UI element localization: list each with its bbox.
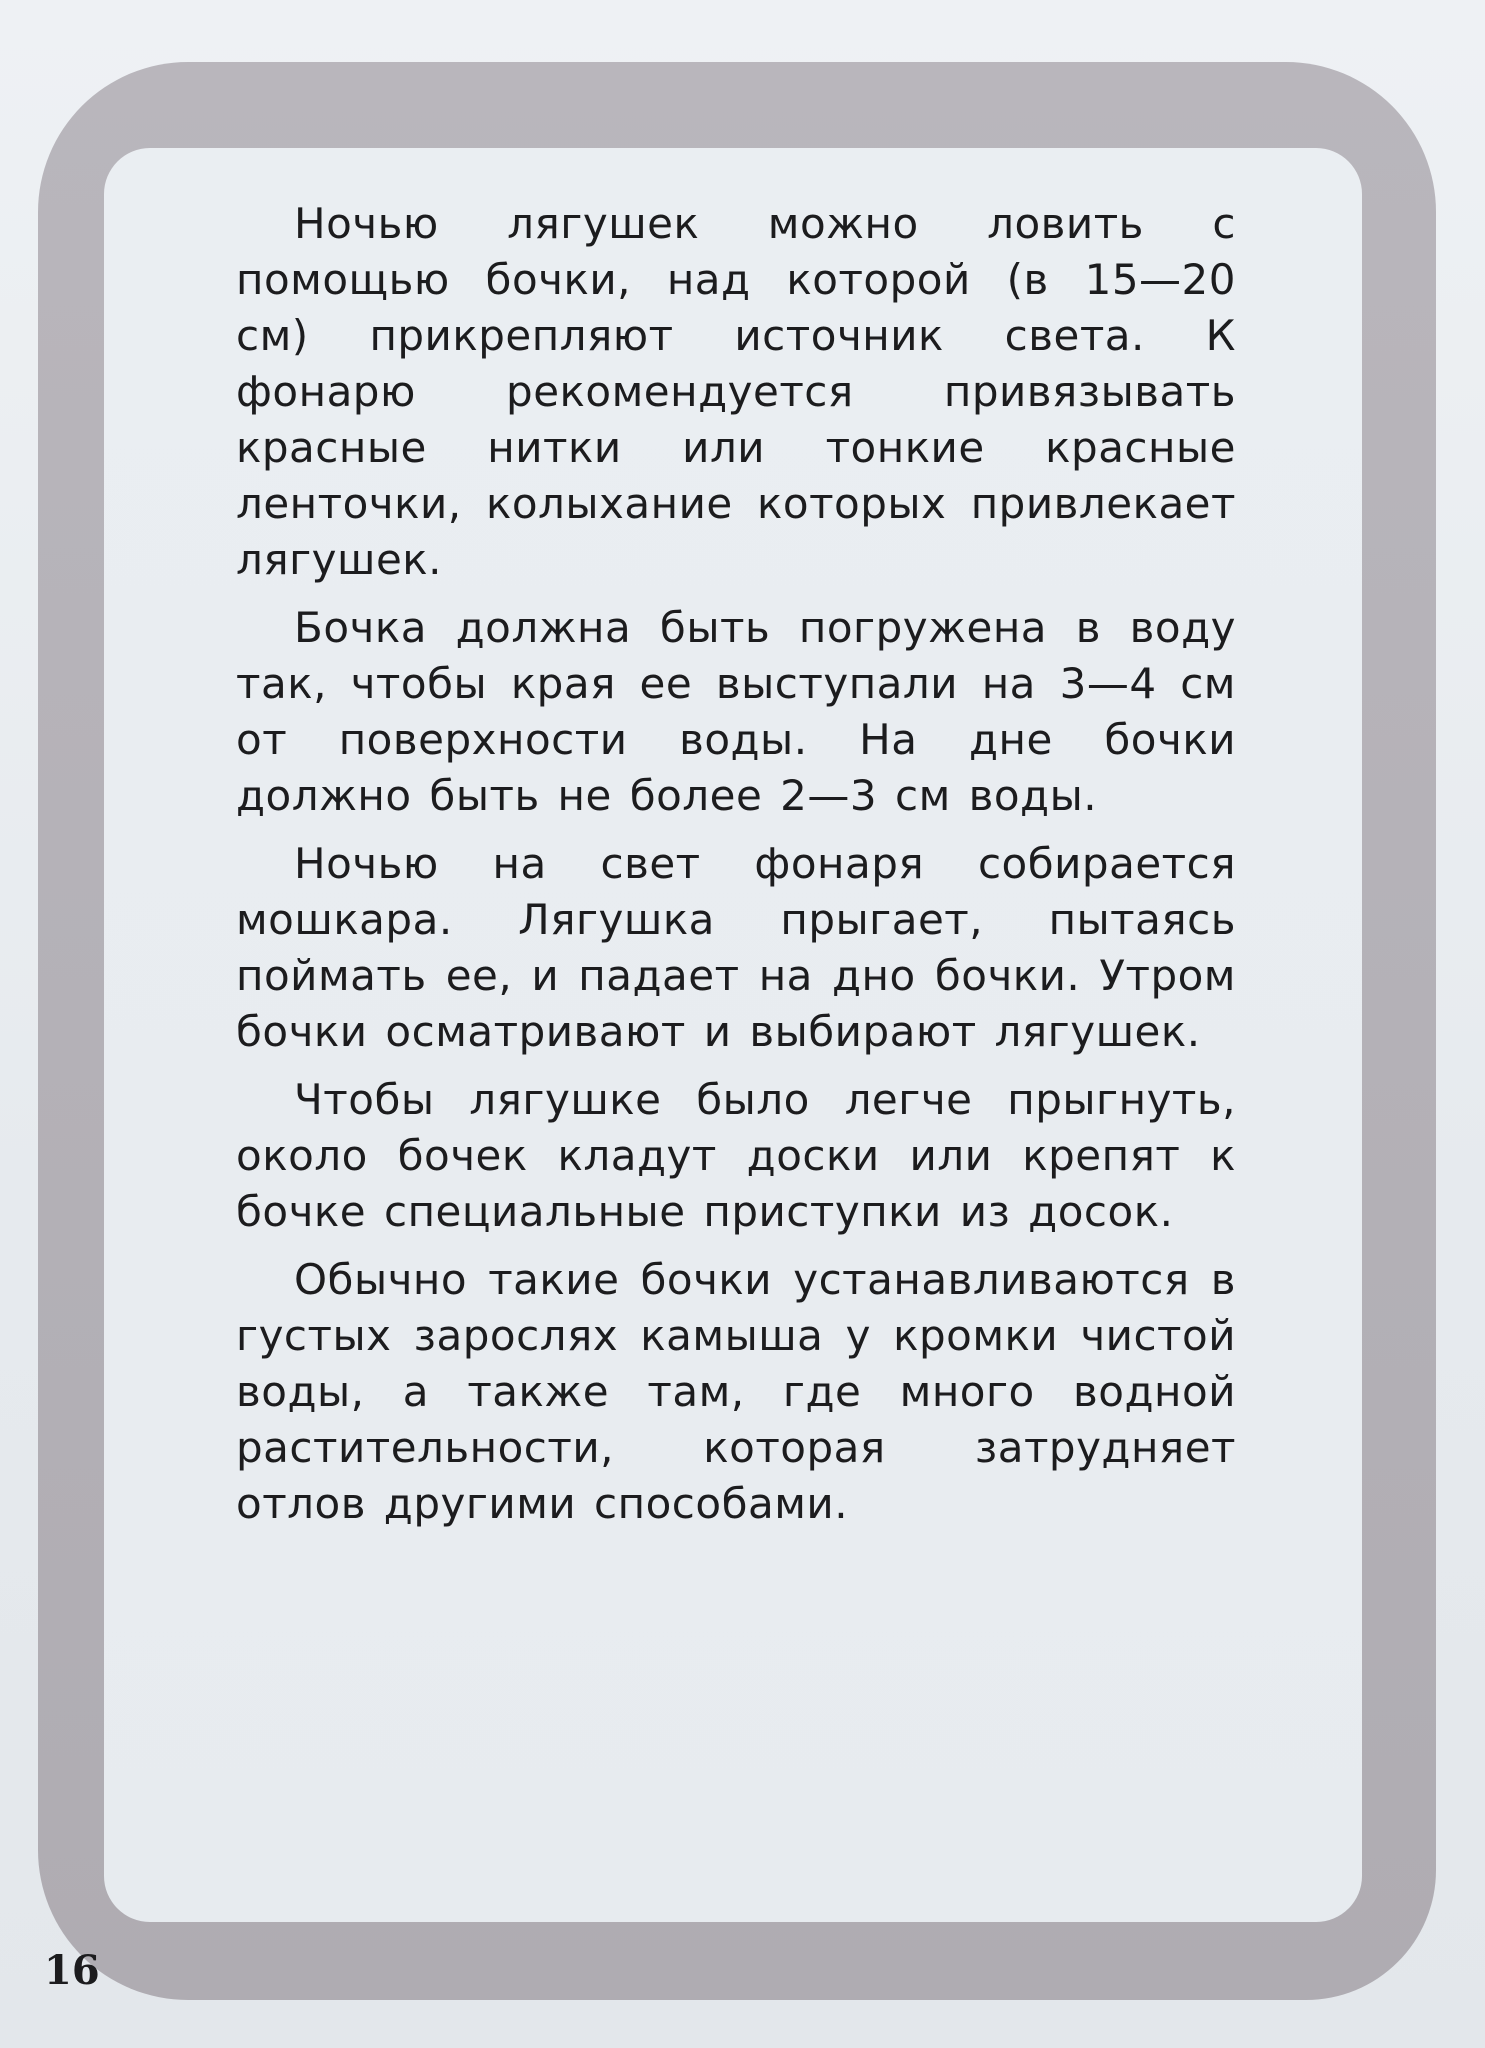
paragraph-2: Бочка должна быть погружена в воду так, чтобы края ее выступали на 3—4 см от поверхности воды. На дне бочки должно быть не более 2—3 см воды. [236, 603, 1236, 820]
paragraph-4: Чтобы лягушке было легче прыгнуть, около бочек кладут доски или крепят к бочке специальные приступки из досок. [236, 1075, 1236, 1236]
body-text [236, 196, 1236, 1544]
paragraph-3: Ночью на свет фонаря собирается мошкара. Лягушка прыгает, пытаясь поймать ее, и падает на дно бочки. Утром бочки осматривают и выбирают лягушек. [236, 839, 1236, 1056]
page-number: 16 [44, 1947, 100, 1994]
paragraph-5: Обычно такие бочки устанавливаются в густых зарослях камыша у кромки чистой воды, а также там, где много водной растительности, которая затрудняет отлов другими способами. [236, 1255, 1236, 1528]
paragraph-1: Ночью лягушек можно ловить с помощью бочки, над которой (в 15—20 см) прикрепляют источник света. К фонарю рекомендуется привязывать красные нитки или тонкие красные ленточки, колыхание которых привлекает лягушек. [236, 199, 1236, 584]
